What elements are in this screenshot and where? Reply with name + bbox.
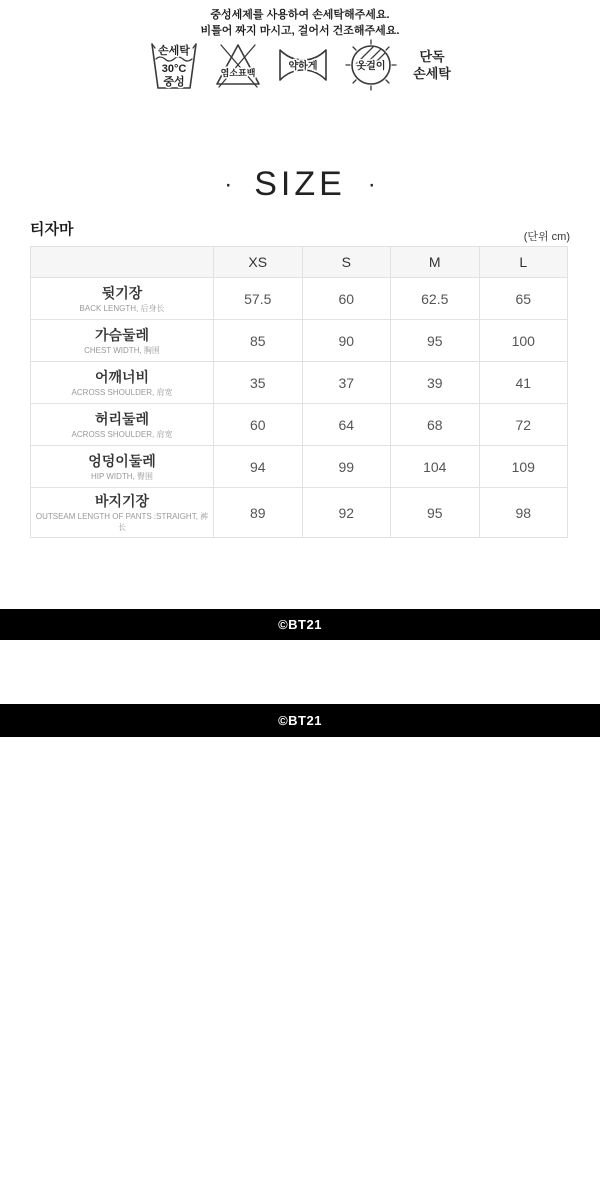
row-label-cell	[31, 404, 214, 446]
care-instructions	[0, 7, 600, 39]
table-row	[31, 446, 568, 488]
size-value: 95	[391, 320, 480, 362]
wash-separately-label	[413, 48, 451, 82]
size-value: 85	[214, 320, 303, 362]
measurement-label: 어깨너비	[94, 368, 150, 385]
measurement-sublabel: BACK LENGTH, 后身长	[79, 303, 165, 313]
size-value: 37	[302, 362, 391, 404]
row-label-cell	[31, 362, 214, 404]
care-instruction-line2: 비틀어 짜지 마시고, 걸어서 건조해주세요.	[200, 25, 400, 37]
size-table-header-row	[31, 247, 568, 278]
measurement-sublabel: CHEST WIDTH, 胸围	[84, 345, 160, 355]
heading-left-dot: ·	[224, 170, 233, 198]
size-value: 65	[479, 278, 568, 320]
table-row	[31, 320, 568, 362]
unit-note: (단위 cm)	[523, 231, 570, 243]
wash-separately-line1: 단독	[419, 49, 445, 64]
heading-right-dot: ·	[367, 170, 376, 198]
size-table	[30, 246, 568, 538]
size-value: 62.5	[391, 278, 480, 320]
copyright-text: ©BT21	[278, 713, 322, 728]
column-header: S	[302, 247, 391, 278]
size-value: 89	[214, 488, 303, 538]
size-value: 60	[214, 404, 303, 446]
column-header: XS	[214, 247, 303, 278]
size-value: 57.5	[214, 278, 303, 320]
size-value: 72	[479, 404, 568, 446]
column-header: M	[391, 247, 480, 278]
size-table-body	[31, 278, 568, 538]
measurement-label: 바지기장	[94, 493, 150, 509]
row-label-cell	[31, 278, 214, 320]
size-value: 94	[214, 446, 303, 488]
measurement-label: 허리둘레	[94, 410, 150, 427]
hanger-dry-label: 옷걸이	[356, 61, 386, 72]
size-section-heading	[0, 165, 600, 204]
size-value: 64	[302, 404, 391, 446]
care-instruction-line1: 중성세제를 사용하여 손세탁해주세요.	[210, 9, 390, 21]
handwash-label-line2: 30°C	[161, 63, 187, 75]
size-value: 95	[391, 488, 480, 538]
no-bleach-label: 염소표백	[220, 68, 256, 78]
column-header: L	[479, 247, 568, 278]
size-value: 109	[479, 446, 568, 488]
wring-gently-icon	[277, 45, 329, 85]
size-title: SIZE	[254, 165, 346, 203]
wash-separately-line2: 손세탁	[413, 66, 451, 81]
care-symbols-row	[0, 38, 600, 92]
wring-gently-label: 약하게	[288, 61, 318, 72]
size-value: 60	[302, 278, 391, 320]
size-value: 104	[391, 446, 480, 488]
product-name: 티자마	[30, 221, 74, 238]
row-label-cell	[31, 488, 214, 538]
measurement-label: 뒷기장	[101, 284, 143, 301]
copyright-text: ©BT21	[278, 617, 322, 632]
measurement-label: 가슴둘레	[94, 326, 150, 343]
hanger-dry-icon	[342, 38, 400, 92]
table-caption-row	[30, 216, 570, 244]
corner-cell	[31, 247, 214, 278]
size-value: 98	[479, 488, 568, 538]
measurement-label: 엉덩이둘레	[88, 452, 156, 469]
measurement-sublabel: OUTSEAM LENGTH OF PANTS :STRAIGHT, 裤长	[35, 512, 209, 532]
no-bleach-icon	[212, 39, 264, 91]
measurement-sublabel: ACROSS SHOULDER, 肩宽	[71, 429, 173, 439]
copyright-bar-1	[0, 609, 600, 640]
table-row	[31, 362, 568, 404]
measurement-sublabel: ACROSS SHOULDER, 肩宽	[71, 387, 173, 397]
measurement-sublabel: HIP WIDTH, 臀围	[90, 471, 154, 481]
size-value: 90	[302, 320, 391, 362]
table-row	[31, 404, 568, 446]
row-label-cell	[31, 446, 214, 488]
size-value: 39	[391, 362, 480, 404]
size-value: 100	[479, 320, 568, 362]
copyright-bar-2	[0, 704, 600, 737]
size-value: 35	[214, 362, 303, 404]
size-value: 99	[302, 446, 391, 488]
table-row	[31, 278, 568, 320]
handwash-label-line1: 손세탁	[158, 45, 191, 57]
size-value: 92	[302, 488, 391, 538]
handwash-label-line3: 중성	[163, 76, 185, 88]
size-value: 41	[479, 362, 568, 404]
size-value: 68	[391, 404, 480, 446]
handwash-30c-icon	[149, 39, 199, 91]
row-label-cell	[31, 320, 214, 362]
table-row	[31, 488, 568, 538]
